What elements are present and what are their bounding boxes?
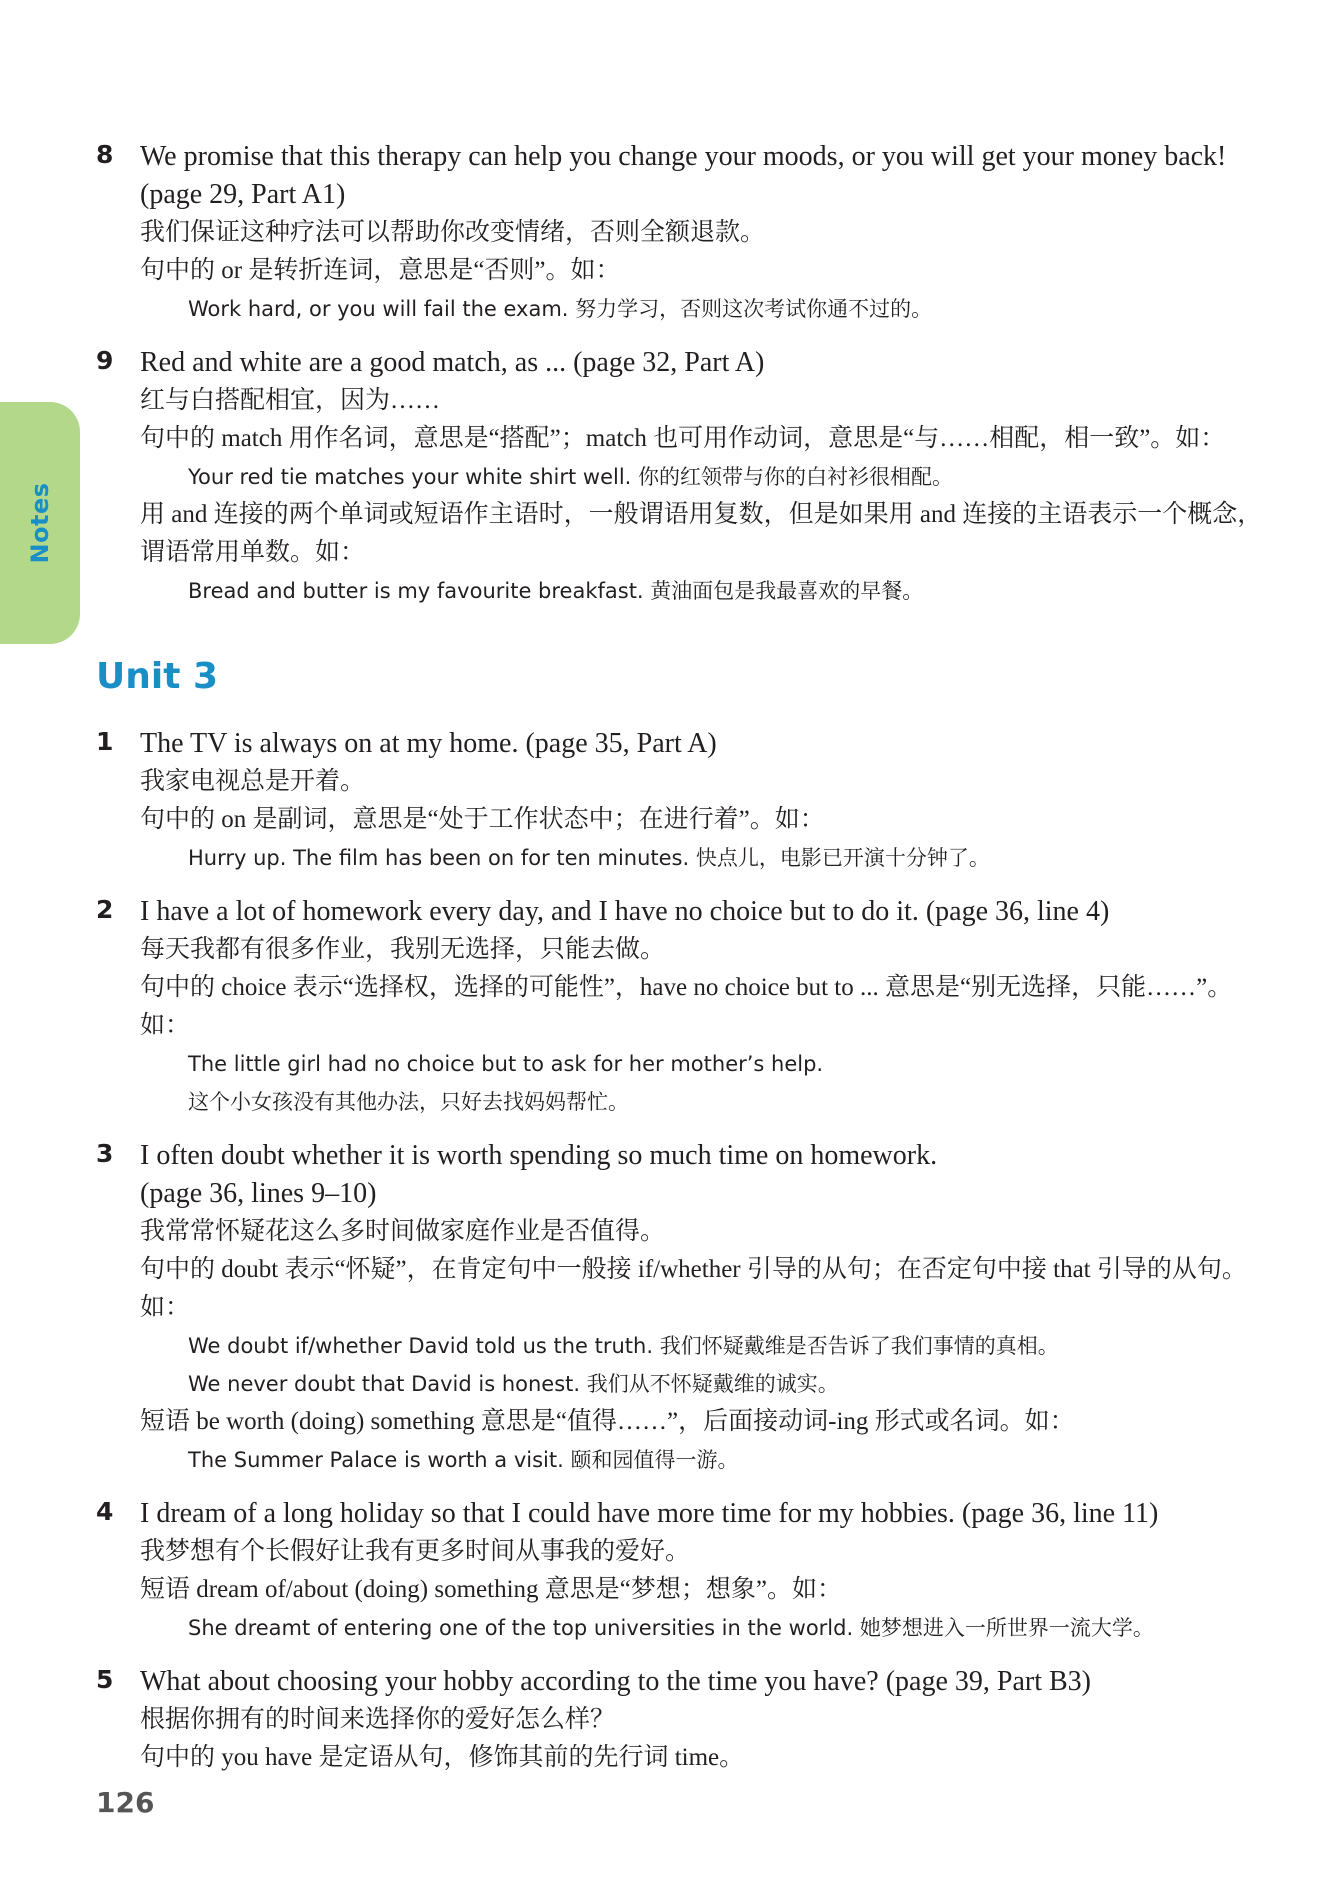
example-sentence: We doubt if/whether David told us the truth. 我们怀疑戴维是否告诉了我们事情的真相。 xyxy=(188,1334,1059,1358)
unit-heading: Unit 3 xyxy=(96,656,218,697)
chinese-explanation: 用 and 连接的两个单词或短语作主语时，一般谓语用复数，但是如果用 and 连接的主语表示一个概念，谓语常用单数。如： xyxy=(140,501,1263,566)
example-sentence: We never doubt that David is honest. 我们从不怀疑戴维的诚实。 xyxy=(188,1372,839,1396)
note-number: 4 xyxy=(96,1497,114,1526)
english-sentence: What about choosing your hobby according to the time you have? (page 39, Part B3) xyxy=(140,1666,1091,1697)
example-sentence: Hurry up. The film has been on for ten minutes. 快点儿，电影已开演十分钟了。 xyxy=(188,846,990,870)
example-sentence: Work hard, or you will fail the exam. 努力学习，否则这次考试你通不过的。 xyxy=(188,297,933,321)
page-content xyxy=(96,138,1276,1793)
note-number: 8 xyxy=(96,140,114,169)
english-sentence: Red and white are a good match, as ... (page 32, Part A) xyxy=(140,347,765,378)
chinese-explanation: 句中的 or 是转折连词，意思是“否则”。如： xyxy=(140,257,621,284)
example-sentence: Bread and butter is my favourite breakfast. 黄油面包是我最喜欢的早餐。 xyxy=(188,579,924,603)
notes-section-top xyxy=(96,138,1276,610)
note-number: 3 xyxy=(96,1139,114,1168)
english-sentence: I have a lot of homework every day, and I have no choice but to do it. (page 36, line 4) xyxy=(140,896,1110,927)
note-item xyxy=(96,138,1276,328)
note-number: 9 xyxy=(96,346,114,375)
chinese-explanation: 句中的 doubt 表示“怀疑”，在肯定句中一般接 if/whether 引导的从句；在否定句中接 that 引导的从句。如： xyxy=(140,1256,1247,1321)
example-sentence: The little girl had no choice but to ask for her mother’s help. xyxy=(188,1052,824,1076)
english-sentence: (page 36, lines 9–10) xyxy=(140,1178,377,1209)
example-sentence: She dreamt of entering one of the top universities in the world. 她梦想进入一所世界一流大学。 xyxy=(188,1616,1154,1640)
chinese-explanation: 句中的 on 是副词，意思是“处于工作状态中；在进行着”。如： xyxy=(140,806,825,833)
chinese-explanation: 我家电视总是开着。 xyxy=(140,768,366,795)
notes-section-unit3 xyxy=(96,725,1276,1777)
chinese-explanation: 短语 dream of/about (doing) something 意思是“梦想；想象”。如： xyxy=(140,1576,842,1603)
example-sentence: Your red tie matches your white shirt well. 你的红领带与你的白衬衫很相配。 xyxy=(188,465,954,489)
note-item xyxy=(96,1663,1276,1777)
chinese-explanation: 每天我都有很多作业，我别无选择，只能去做。 xyxy=(140,936,666,963)
chinese-explanation: 句中的 match 用作名词，意思是“搭配”；match 也可用作动词，意思是“与……相配，相一致”。如： xyxy=(140,425,1226,452)
notes-side-tab xyxy=(0,402,80,644)
example-sentence: 这个小女孩没有其他办法，只好去找妈妈帮忙。 xyxy=(188,1090,629,1114)
note-number: 1 xyxy=(96,727,114,756)
english-sentence: I often doubt whether it is worth spending so much time on homework. xyxy=(140,1140,938,1171)
note-item xyxy=(96,1137,1276,1479)
english-sentence: We promise that this therapy can help you change your moods, or you will get your money back! (page 29, Part A1) xyxy=(140,141,1227,210)
chinese-explanation: 句中的 choice 表示“选择权，选择的可能性”，have no choice but to ... 意思是“别无选择，只能……”。如： xyxy=(140,974,1233,1039)
note-number: 2 xyxy=(96,895,114,924)
chinese-explanation: 短语 be worth (doing) something 意思是“值得……”，后面接动词-ing 形式或名词。如： xyxy=(140,1408,1075,1435)
chinese-explanation: 我梦想有个长假好让我有更多时间从事我的爱好。 xyxy=(140,1538,691,1565)
example-sentence: The Summer Palace is worth a visit. 颐和园值得一游。 xyxy=(188,1448,739,1472)
note-item xyxy=(96,893,1276,1121)
chinese-explanation: 红与白搭配相宜，因为…… xyxy=(140,387,441,414)
note-item xyxy=(96,725,1276,877)
english-sentence: I dream of a long holiday so that I could have more time for my hobbies. (page 36, line 11) xyxy=(140,1498,1159,1529)
note-number: 5 xyxy=(96,1665,114,1694)
chinese-explanation: 我们保证这种疗法可以帮助你改变情绪，否则全额退款。 xyxy=(140,219,766,246)
page-number: 126 xyxy=(96,1786,155,1819)
chinese-explanation: 句中的 you have 是定语从句，修饰其前的先行词 time。 xyxy=(140,1744,745,1771)
note-item xyxy=(96,1495,1276,1647)
chinese-explanation: 我常常怀疑花这么多时间做家庭作业是否值得。 xyxy=(140,1218,666,1245)
side-tab-label: Notes xyxy=(26,482,54,564)
chinese-explanation: 根据你拥有的时间来选择你的爱好怎么样？ xyxy=(140,1706,616,1733)
english-sentence: The TV is always on at my home. (page 35, Part A) xyxy=(140,728,717,759)
note-item xyxy=(96,344,1276,610)
